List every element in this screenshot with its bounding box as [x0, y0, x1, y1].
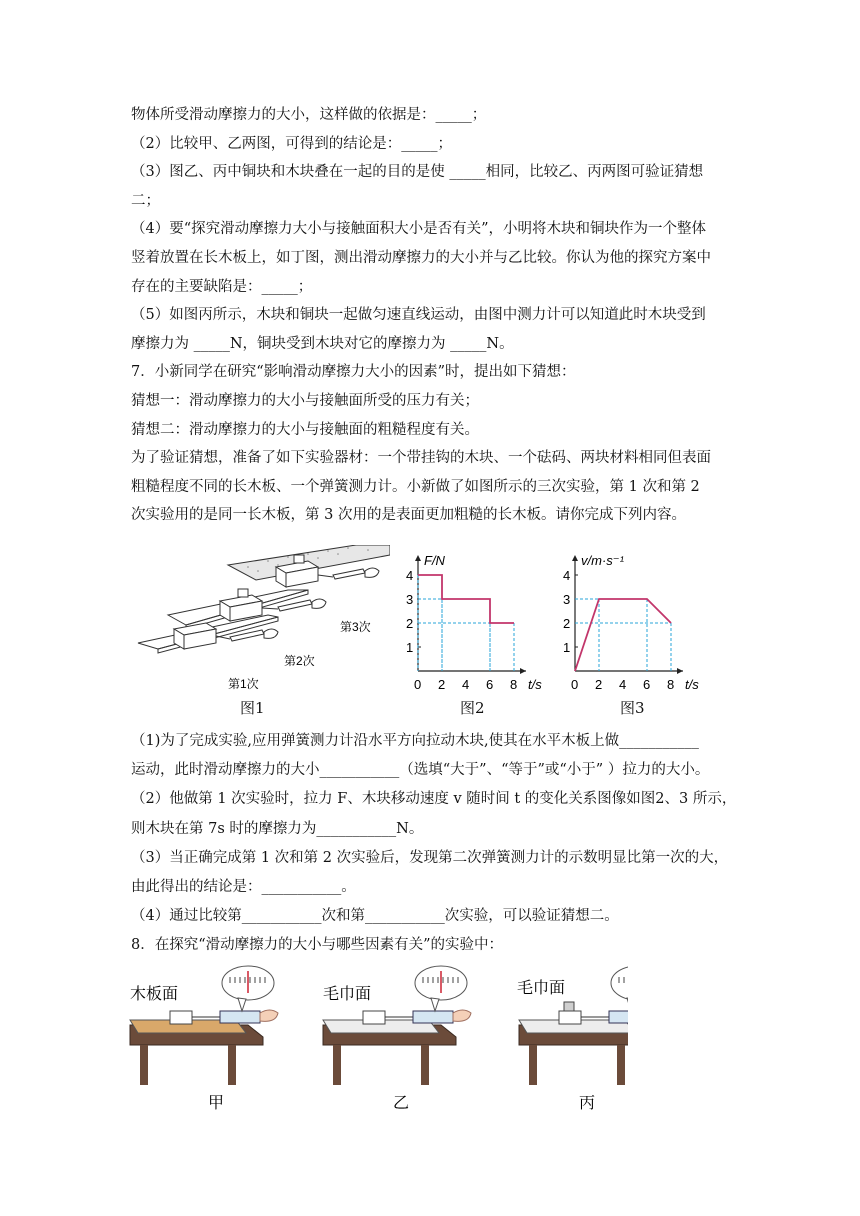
x-tick-label: 0	[571, 677, 579, 692]
y-tick-label: 3	[563, 592, 571, 607]
data-series-line	[418, 575, 514, 623]
table-leg	[529, 1045, 537, 1085]
wooden-block	[363, 1011, 385, 1024]
y-tick-label: 3	[406, 592, 414, 607]
y-tick-label: 2	[563, 616, 571, 631]
text-line: 猜想二：滑动摩擦力的大小与接触面的粗糙程度有关。	[131, 421, 479, 438]
y-tick-label: 1	[406, 640, 414, 655]
hand	[453, 1010, 471, 1021]
bubble-tail	[431, 998, 439, 1011]
table-leg	[140, 1045, 148, 1085]
text-line: 次实验用的是同一长木板，第 3 次用的是表面更加粗糙的长木板。请你完成下列内容。	[131, 507, 686, 524]
text-line: 摩擦力为 _____N，铜块受到木块对它的摩擦力为 _____N。	[131, 335, 514, 352]
y-tick-label: 4	[563, 568, 571, 583]
y-axis-arrow	[572, 555, 578, 561]
apparatus-caption: 甲	[208, 1095, 225, 1112]
bubble-tail	[627, 998, 628, 1011]
y-axis-label: v/m·s⁻¹	[581, 553, 624, 568]
bubble-tail	[238, 998, 246, 1011]
text2-line: 则木块在第 7s 时的摩擦力为___________N。	[131, 820, 424, 837]
text-line: 粗糙程度不同的长木板、一个弹簧测力计。小新做了如图所示的三次实验，第 1 次和第 2	[131, 478, 700, 495]
x-tick-label: 6	[643, 677, 651, 692]
text2-line: 运动，此时滑动摩擦力的大小___________（选填“大于”、“等于”或“小于” ）拉力的大小。	[131, 762, 710, 779]
apparatus-caption: 丙	[579, 1095, 596, 1112]
text2-line: （2）他做第 1 次实验时，拉力 F、木块移动速度 v 随时间 t 的变化关系图像如图2、3 所示，	[131, 791, 737, 808]
figure-3-velocity-time-graph	[553, 549, 703, 694]
y-tick-label: 1	[563, 640, 571, 655]
x-axis-label: t/s	[528, 677, 542, 692]
apparatus-2	[323, 966, 471, 1112]
table-leg	[617, 1045, 625, 1085]
figure-1-caption: 图1	[240, 699, 265, 717]
text-line: （2）比较甲、乙两图，可得到的结论是：_____；	[131, 135, 452, 152]
figure-2-caption: 图2	[460, 699, 485, 717]
data-series-line	[575, 599, 671, 671]
spring-scale	[609, 1011, 628, 1023]
text-line: （5）如图丙所示，木块和铜块一起做匀速直线运动，由图中测力计可以知道此时木块受到	[131, 307, 706, 324]
copper-block	[564, 1002, 574, 1011]
figure-2-force-time-graph	[396, 549, 546, 694]
spring-scale	[413, 1011, 453, 1023]
text2-line: 由此得出的结论是：___________。	[131, 879, 356, 895]
surface-label: 毛巾面	[517, 980, 566, 997]
spring-scale	[220, 1011, 260, 1023]
x-tick-label: 2	[438, 677, 446, 692]
text-line: 存在的主要缺陷是：_____；	[131, 278, 313, 295]
y-axis-label: F/N	[424, 553, 445, 568]
fig1-label-2: 第2次	[284, 654, 315, 668]
x-tick-label: 8	[667, 677, 675, 692]
surface-label: 木板面	[130, 986, 179, 1003]
text2-line: 8．在探究“滑动摩擦力的大小与哪些因素有关”的实验中：	[131, 937, 504, 954]
table-leg	[228, 1045, 236, 1085]
figure-1-experiment-sketch	[128, 545, 390, 693]
x-tick-label: 8	[510, 677, 518, 692]
apparatus-caption: 乙	[393, 1095, 410, 1112]
text2-line: （3）当正确完成第 1 次和第 2 次实验后，发现第二次弹簧测力计的示数明显比第一次的大，	[131, 849, 729, 866]
wooden-block	[170, 1011, 192, 1024]
text-line: 7．小新同学在研究“影响滑动摩擦力大小的因素”时，提出如下猜想：	[131, 364, 576, 381]
table-leg	[333, 1045, 341, 1085]
y-tick-label: 4	[406, 568, 414, 583]
text-line: 为了验证猜想，准备了如下实验器材：一个带挂钩的木块、一个砝码、两块材料相同但表面	[131, 450, 711, 467]
hand	[260, 1010, 278, 1021]
fig1-label-1: 第1次	[228, 677, 259, 691]
wooden-block	[559, 1011, 581, 1024]
text-line: 竖着放置在长木板上，如丁图，测出滑动摩擦力的大小并与乙比较。你认为他的探究方案中	[131, 250, 711, 266]
x-axis-arrow	[677, 668, 683, 674]
x-axis-label: t/s	[685, 677, 699, 692]
x-tick-label: 6	[486, 677, 494, 692]
text-line: 猜想一：滑动摩擦力的大小与接触面所受的压力有关；	[131, 393, 479, 409]
fig1-label-3: 第3次	[340, 620, 371, 634]
text-line: （3）图乙、丙中铜块和木块叠在一起的目的是使 _____相同，比较乙、丙两图可验证猜想	[131, 164, 704, 181]
x-tick-label: 4	[619, 677, 627, 692]
figure-3-caption: 图3	[620, 699, 645, 717]
text-line: （4）要“探究滑动摩擦力大小与接触面积大小是否有关”，小明将木块和铜块作为一个整体	[131, 221, 707, 238]
x-axis-arrow	[520, 668, 526, 674]
apparatus-3	[517, 966, 628, 1112]
x-tick-label: 0	[414, 677, 422, 692]
figure-friction-apparatus	[128, 965, 628, 1115]
table-leg	[421, 1045, 429, 1085]
text-line: 二；	[131, 192, 160, 209]
x-tick-label: 2	[595, 677, 603, 692]
y-axis-arrow	[415, 555, 421, 561]
surface-label: 毛巾面	[323, 986, 372, 1003]
x-tick-label: 4	[462, 677, 470, 692]
text-line: 物体所受滑动摩擦力的大小，这样做的依据是：_____；	[131, 107, 487, 123]
apparatus-1	[130, 966, 278, 1112]
text2-line: （1)为了完成实验,应用弹簧测力计沿水平方向拉动木块,使其在水平木板上做___________	[131, 733, 699, 749]
y-tick-label: 2	[406, 616, 414, 631]
text2-line: （4）通过比较第___________次和第___________次实验，可以验证猜想二。	[131, 908, 619, 925]
